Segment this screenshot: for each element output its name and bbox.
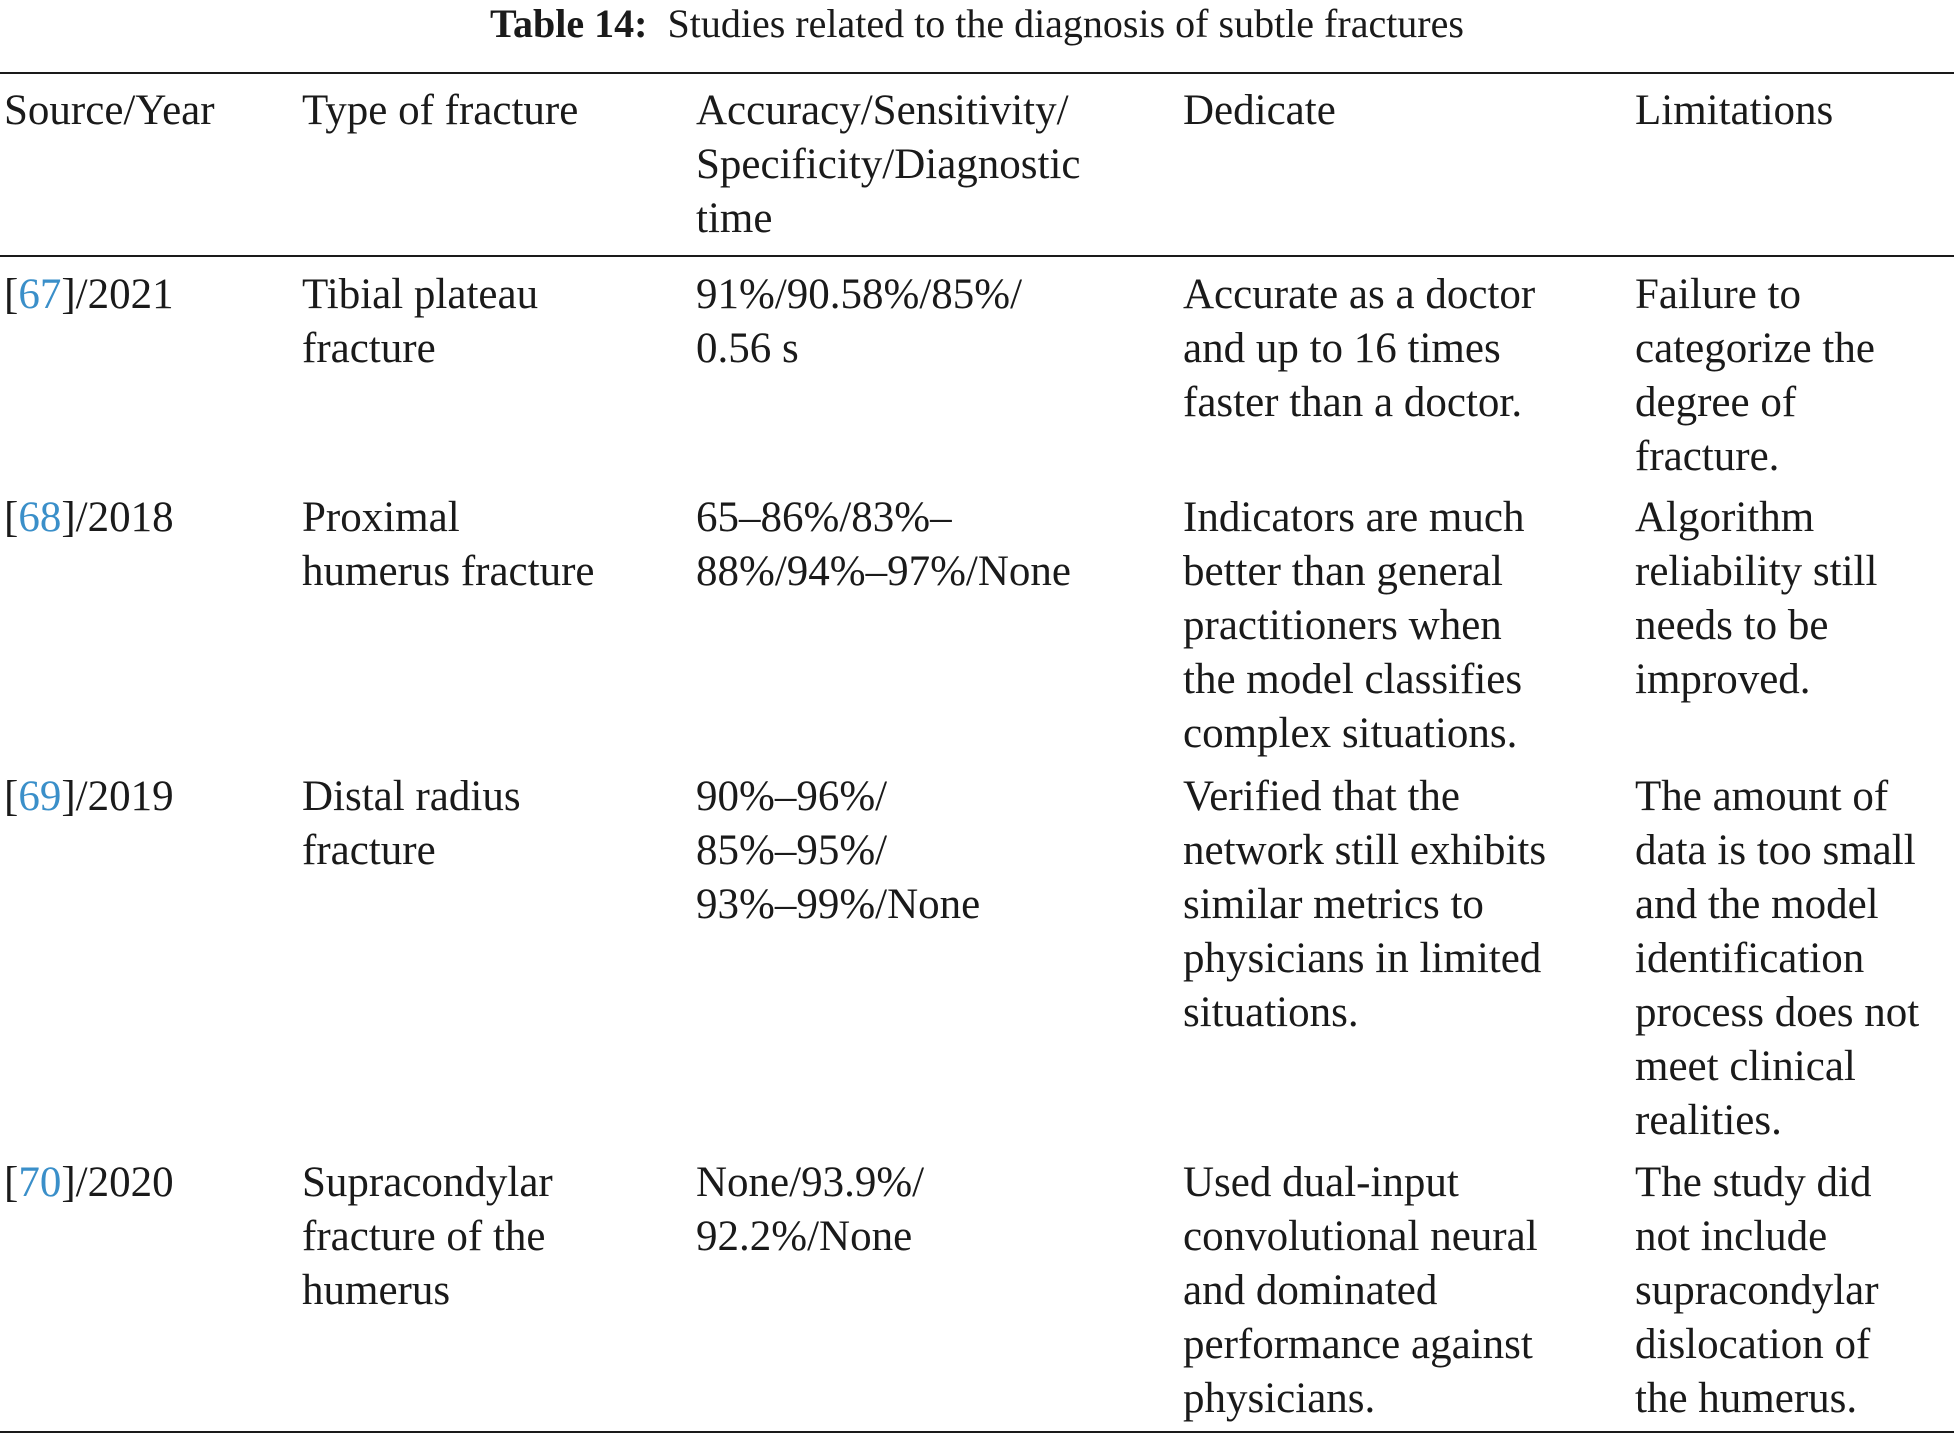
cell-line: Distal radius xyxy=(302,773,521,820)
cell-line: Verified that the xyxy=(1183,773,1461,820)
table-caption xyxy=(0,0,1954,48)
cell-line: humerus fracture xyxy=(302,548,595,595)
cell-line: practitioners when xyxy=(1183,602,1502,649)
cell-line: not include xyxy=(1635,1213,1828,1260)
reference-link[interactable]: 70 xyxy=(18,1159,62,1206)
header-dedicate: Dedicate xyxy=(1183,87,1336,134)
cell-line: categorize the xyxy=(1635,325,1875,372)
cell-line: better than general xyxy=(1183,548,1503,595)
cell-line: fracture of the xyxy=(302,1213,546,1260)
cell-line: supracondylar xyxy=(1635,1267,1879,1314)
row-1-metrics xyxy=(696,268,1022,376)
row-4-source: [70]/2020 xyxy=(4,1159,174,1206)
cell-line: convolutional neural xyxy=(1183,1213,1538,1260)
cell-line: and dominated xyxy=(1183,1267,1438,1314)
row-1-limitations xyxy=(1635,268,1875,484)
reference-link[interactable]: 68 xyxy=(18,494,62,541)
cell-line: Accurate as a doctor xyxy=(1183,271,1536,318)
cell-line: physicians. xyxy=(1183,1375,1376,1422)
row-2-year: ]/2018 xyxy=(61,494,174,541)
cell-line: the humerus. xyxy=(1635,1375,1858,1422)
cell-line: 93%–99%/None xyxy=(696,881,981,928)
table-bottom-rule xyxy=(0,1431,1954,1433)
header-metrics xyxy=(696,84,1081,246)
cell-line: similar metrics to xyxy=(1183,881,1484,928)
row-2-dedicate xyxy=(1183,491,1524,761)
cell-line: 88%/94%–97%/None xyxy=(696,548,1071,595)
row-4-type xyxy=(302,1156,553,1318)
cell-line: faster than a doctor. xyxy=(1183,379,1523,426)
header-metrics-line: Accuracy/Sensitivity/ xyxy=(696,87,1069,134)
cell-line: and the model xyxy=(1635,881,1879,928)
table-caption-text: Studies related to the diagnosis of subtle fractures xyxy=(667,1,1464,46)
cell-line: 65–86%/83%– xyxy=(696,494,952,541)
row-4-limitations xyxy=(1635,1156,1879,1426)
header-limitations: Limitations xyxy=(1635,87,1834,134)
cell-line: Tibial plateau xyxy=(302,271,539,318)
cell-line: identification xyxy=(1635,935,1865,982)
row-2-limitations xyxy=(1635,491,1877,707)
cell-line: complex situations. xyxy=(1183,710,1518,757)
row-2-source: [68]/2018 xyxy=(4,494,174,541)
header-metrics-line: time xyxy=(696,195,773,242)
cell-line: network still exhibits xyxy=(1183,827,1547,874)
reference-link[interactable]: 69 xyxy=(18,773,62,820)
cell-line: situations. xyxy=(1183,989,1359,1036)
row-4-dedicate xyxy=(1183,1156,1538,1426)
cell-line: 92.2%/None xyxy=(696,1213,913,1260)
cell-line: improved. xyxy=(1635,656,1811,703)
cell-line: the model classifies xyxy=(1183,656,1523,703)
cell-line: meet clinical xyxy=(1635,1043,1856,1090)
cell-line: data is too small xyxy=(1635,827,1916,874)
table-caption-label: Table 14: xyxy=(490,1,648,46)
cell-line: The amount of xyxy=(1635,773,1889,820)
cell-line: 0.56 s xyxy=(696,325,799,372)
row-1-year: ]/2021 xyxy=(61,271,174,318)
cell-line: Algorithm xyxy=(1635,494,1815,541)
cell-line: 91%/90.58%/85%/ xyxy=(696,271,1023,318)
cell-line: reliability still xyxy=(1635,548,1878,595)
row-1-type xyxy=(302,268,538,376)
row-3-dedicate xyxy=(1183,770,1546,1040)
cell-line: and up to 16 times xyxy=(1183,325,1501,372)
cell-line: needs to be xyxy=(1635,602,1829,649)
cell-line: degree of xyxy=(1635,379,1797,426)
cell-line: process does not xyxy=(1635,989,1920,1036)
cell-line: fracture xyxy=(302,827,436,874)
header-metrics-line: Specificity/Diagnostic xyxy=(696,141,1081,188)
header-type-of-fracture: Type of fracture xyxy=(302,87,579,134)
cell-line: Proximal xyxy=(302,494,460,541)
table-top-rule xyxy=(0,72,1954,74)
row-4-year: ]/2020 xyxy=(61,1159,174,1206)
row-3-year: ]/2019 xyxy=(61,773,174,820)
cell-line: humerus xyxy=(302,1267,451,1314)
cell-line: fracture xyxy=(302,325,436,372)
row-1-dedicate xyxy=(1183,268,1535,430)
cell-line: fracture. xyxy=(1635,433,1780,480)
cell-line: Supracondylar xyxy=(302,1159,553,1206)
row-2-type xyxy=(302,491,595,599)
cell-line: physicians in limited xyxy=(1183,935,1542,982)
cell-line: The study did xyxy=(1635,1159,1872,1206)
cell-line: dislocation of xyxy=(1635,1321,1871,1368)
row-2-metrics xyxy=(696,491,1071,599)
row-4-metrics xyxy=(696,1156,924,1264)
header-source-year: Source/Year xyxy=(4,87,215,134)
cell-line: Indicators are much xyxy=(1183,494,1525,541)
row-1-source: [67]/2021 xyxy=(4,271,174,318)
cell-line: None/93.9%/ xyxy=(696,1159,925,1206)
cell-line: Failure to xyxy=(1635,271,1801,318)
row-3-limitations xyxy=(1635,770,1919,1148)
row-3-type xyxy=(302,770,521,878)
header-separator-rule xyxy=(0,255,1954,257)
row-3-source: [69]/2019 xyxy=(4,773,174,820)
cell-line: Used dual-input xyxy=(1183,1159,1459,1206)
cell-line: performance against xyxy=(1183,1321,1533,1368)
reference-link[interactable]: 67 xyxy=(18,271,62,318)
cell-line: 85%–95%/ xyxy=(696,827,888,874)
cell-line: realities. xyxy=(1635,1097,1782,1144)
cell-line: 90%–96%/ xyxy=(696,773,888,820)
row-3-metrics xyxy=(696,770,980,932)
